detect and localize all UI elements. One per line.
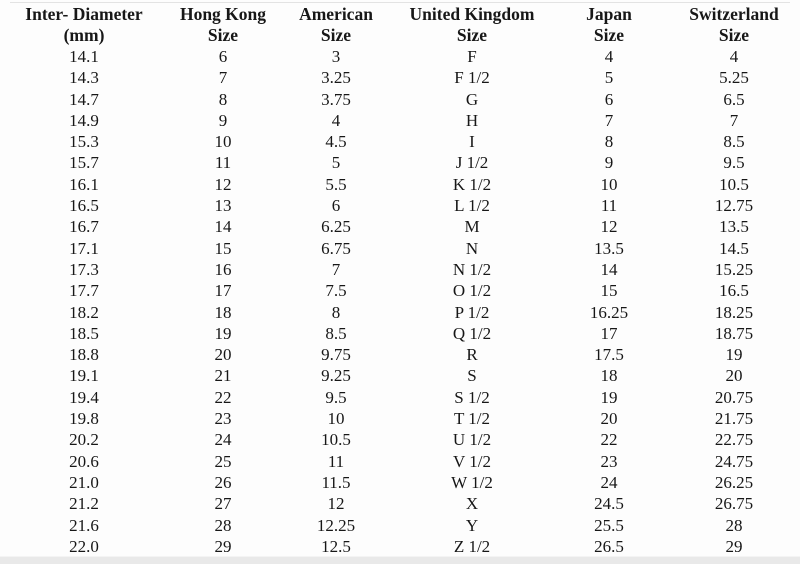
cell-japan: 23 <box>600 451 618 471</box>
cell-united-kingdom: K 1/2 <box>452 174 492 194</box>
table-row <box>0 365 800 386</box>
cell-switzerland: 8.5 <box>723 132 745 152</box>
col-header-japan <box>550 4 668 46</box>
cell-hong-kong: 8 <box>218 89 228 109</box>
cell-hong-kong: 11 <box>214 153 232 173</box>
cell-united-kingdom: F 1/2 <box>454 68 490 88</box>
cell-switzerland: 19 <box>725 345 743 365</box>
cell-american: 3 <box>331 47 341 66</box>
table-row <box>0 280 800 301</box>
table-row <box>0 536 800 557</box>
cell-diameter-mm: 17.1 <box>69 238 99 258</box>
cell-switzerland: 15.25 <box>714 259 754 279</box>
cell-united-kingdom: S 1/2 <box>454 387 490 407</box>
cell-hong-kong: 10 <box>214 132 232 152</box>
cell-diameter-mm: 21.0 <box>69 472 99 492</box>
cell-american: 12.5 <box>321 536 351 556</box>
col-header-line1: American <box>299 4 373 24</box>
cell-switzerland: 16.5 <box>719 281 749 301</box>
cell-japan: 25.5 <box>594 515 624 535</box>
cell-switzerland: 7 <box>729 110 739 130</box>
cell-switzerland: 20.75 <box>714 387 754 407</box>
cell-american: 3.75 <box>321 89 351 109</box>
cell-diameter-mm: 18.2 <box>69 302 99 322</box>
cell-switzerland: 6.5 <box>723 89 745 109</box>
header-row <box>0 4 800 46</box>
cell-switzerland: 12.75 <box>714 196 754 216</box>
cell-diameter-mm: 16.7 <box>69 217 99 237</box>
cell-united-kingdom: T 1/2 <box>453 409 491 429</box>
table-row <box>0 429 800 450</box>
cell-hong-kong: 19 <box>214 323 232 343</box>
cell-hong-kong: 7 <box>218 68 228 88</box>
cell-diameter-mm: 17.3 <box>69 259 99 279</box>
cell-american: 9.5 <box>325 387 347 407</box>
table-row <box>0 152 800 173</box>
cell-hong-kong: 17 <box>214 281 232 301</box>
cell-american: 4.5 <box>325 132 347 152</box>
cell-japan: 6 <box>604 89 614 109</box>
cell-hong-kong: 6 <box>218 47 228 66</box>
cell-japan: 15 <box>600 281 618 301</box>
cell-united-kingdom: I <box>469 132 475 152</box>
cell-united-kingdom: P 1/2 <box>454 302 490 322</box>
cell-hong-kong: 22 <box>214 387 232 407</box>
cell-switzerland: 18.25 <box>714 302 754 322</box>
cell-japan: 26.5 <box>594 536 624 556</box>
cell-united-kingdom: F <box>467 47 477 66</box>
col-header-line2: Size <box>593 25 625 45</box>
cell-hong-kong: 28 <box>214 515 232 535</box>
cell-united-kingdom: G <box>465 89 479 109</box>
cell-hong-kong: 29 <box>214 536 232 556</box>
ring-size-table <box>0 4 800 557</box>
cell-switzerland: 10.5 <box>719 174 749 194</box>
cell-switzerland: 22.75 <box>714 430 754 450</box>
table-body <box>0 46 800 557</box>
cell-united-kingdom: X <box>465 494 479 514</box>
col-header-line2: Size <box>718 25 750 45</box>
cell-japan: 5 <box>604 68 614 88</box>
cell-united-kingdom: Q 1/2 <box>452 323 492 343</box>
table-row <box>0 110 800 131</box>
cell-american: 4 <box>331 110 341 130</box>
table-row <box>0 408 800 429</box>
cell-american: 6.75 <box>321 238 351 258</box>
cell-united-kingdom: J 1/2 <box>455 153 489 173</box>
cell-switzerland: 24.75 <box>714 451 754 471</box>
cell-diameter-mm: 15.7 <box>69 153 99 173</box>
col-header-line1: Inter- Diameter <box>25 4 143 24</box>
table-row <box>0 46 800 67</box>
cell-japan: 22 <box>600 430 618 450</box>
cell-diameter-mm: 22.0 <box>69 536 99 556</box>
cell-hong-kong: 27 <box>214 494 232 514</box>
cell-switzerland: 9.5 <box>723 153 745 173</box>
cell-american: 8 <box>331 302 341 322</box>
cell-hong-kong: 16 <box>214 259 232 279</box>
cell-american: 11.5 <box>321 472 351 492</box>
cell-hong-kong: 23 <box>214 409 232 429</box>
cell-united-kingdom: O 1/2 <box>452 281 492 301</box>
cell-diameter-mm: 21.2 <box>69 494 99 514</box>
col-header-line2: Size <box>320 25 352 45</box>
cell-switzerland: 4 <box>729 47 739 66</box>
cell-american: 6.25 <box>321 217 351 237</box>
table-row <box>0 174 800 195</box>
col-header-line1: United Kingdom <box>409 4 535 24</box>
cell-hong-kong: 12 <box>214 174 232 194</box>
cell-diameter-mm: 17.7 <box>69 281 99 301</box>
cell-diameter-mm: 16.5 <box>69 196 99 216</box>
cell-switzerland: 14.5 <box>719 238 749 258</box>
cell-switzerland: 29 <box>725 536 743 556</box>
cell-diameter-mm: 19.4 <box>69 387 99 407</box>
cell-diameter-mm: 16.1 <box>69 174 99 194</box>
cell-united-kingdom: M <box>464 217 480 237</box>
cell-american: 9.25 <box>321 366 351 386</box>
top-crop-line <box>10 2 790 3</box>
table-row <box>0 387 800 408</box>
cell-japan: 4 <box>604 47 614 66</box>
cell-diameter-mm: 18.5 <box>69 323 99 343</box>
cell-japan: 13.5 <box>594 238 624 258</box>
table-row <box>0 67 800 88</box>
table-row <box>0 131 800 152</box>
cell-diameter-mm: 18.8 <box>69 345 99 365</box>
cell-switzerland: 28 <box>725 515 743 535</box>
cell-japan: 10 <box>600 174 618 194</box>
col-header-switzerland <box>668 4 800 46</box>
cell-diameter-mm: 14.1 <box>69 47 99 66</box>
cell-japan: 18 <box>600 366 618 386</box>
cell-japan: 9 <box>604 153 614 173</box>
cell-diameter-mm: 20.2 <box>69 430 99 450</box>
cell-diameter-mm: 19.1 <box>69 366 99 386</box>
cell-japan: 24.5 <box>594 494 624 514</box>
cell-japan: 11 <box>600 196 618 216</box>
cell-american: 7 <box>331 259 341 279</box>
cell-american: 3.25 <box>321 68 351 88</box>
table-row <box>0 344 800 365</box>
cell-japan: 19 <box>600 387 618 407</box>
cell-japan: 16.25 <box>589 302 629 322</box>
cell-hong-kong: 24 <box>214 430 232 450</box>
col-header-line2: Size <box>207 25 239 45</box>
cell-japan: 7 <box>604 110 614 130</box>
col-header-american <box>278 4 394 46</box>
bottom-crop-band <box>0 556 800 564</box>
cell-american: 9.75 <box>321 345 351 365</box>
cell-american: 12 <box>327 494 345 514</box>
cell-japan: 24 <box>600 472 618 492</box>
cell-united-kingdom: H <box>465 110 479 130</box>
cell-diameter-mm: 21.6 <box>69 515 99 535</box>
cell-american: 6 <box>331 196 341 216</box>
cell-american: 12.25 <box>316 515 356 535</box>
cell-diameter-mm: 15.3 <box>69 132 99 152</box>
table-row <box>0 472 800 493</box>
col-header-united-kingdom <box>394 4 550 46</box>
table-row <box>0 515 800 536</box>
cell-united-kingdom: N 1/2 <box>452 259 492 279</box>
col-header-line2: Size <box>456 25 488 45</box>
cell-united-kingdom: V 1/2 <box>453 451 491 471</box>
cell-united-kingdom: N <box>465 238 479 258</box>
cell-switzerland: 26.25 <box>714 472 754 492</box>
cell-japan: 8 <box>604 132 614 152</box>
table-row <box>0 238 800 259</box>
cell-united-kingdom: R <box>466 345 478 365</box>
cell-switzerland: 21.75 <box>714 409 754 429</box>
cell-united-kingdom: Z 1/2 <box>453 536 491 556</box>
table-row <box>0 195 800 216</box>
cell-united-kingdom: U 1/2 <box>452 430 492 450</box>
col-header-hong-kong <box>168 4 278 46</box>
cell-japan: 20 <box>600 409 618 429</box>
cell-hong-kong: 26 <box>214 472 232 492</box>
cell-american: 11 <box>327 451 345 471</box>
cell-switzerland: 20 <box>725 366 743 386</box>
cell-united-kingdom: W 1/2 <box>451 472 493 492</box>
table-row <box>0 451 800 472</box>
col-header-line1: Japan <box>586 4 632 24</box>
cell-hong-kong: 25 <box>214 451 232 471</box>
cell-united-kingdom: Y <box>465 515 479 535</box>
col-header-line1: Switzerland <box>689 4 779 24</box>
cell-japan: 17.5 <box>594 345 624 365</box>
cell-american: 10.5 <box>321 430 351 450</box>
cell-diameter-mm: 20.6 <box>69 451 99 471</box>
cell-japan: 12 <box>600 217 618 237</box>
cell-united-kingdom: L 1/2 <box>454 196 490 216</box>
cell-diameter-mm: 14.9 <box>69 110 99 130</box>
cell-japan: 17 <box>600 323 618 343</box>
cell-diameter-mm: 14.7 <box>69 89 99 109</box>
table-row <box>0 89 800 110</box>
cell-american: 5.5 <box>325 174 347 194</box>
cell-hong-kong: 9 <box>218 110 228 130</box>
table-row <box>0 302 800 323</box>
cell-american: 5 <box>331 153 341 173</box>
table-row <box>0 259 800 280</box>
table-row <box>0 216 800 237</box>
cell-american: 8.5 <box>325 323 347 343</box>
col-header-line2: (mm) <box>63 25 105 45</box>
cell-switzerland: 13.5 <box>719 217 749 237</box>
cell-american: 10 <box>327 409 345 429</box>
cell-hong-kong: 15 <box>214 238 232 258</box>
cell-switzerland: 26.75 <box>714 494 754 514</box>
cell-diameter-mm: 19.8 <box>69 409 99 429</box>
cell-hong-kong: 18 <box>214 302 232 322</box>
cell-hong-kong: 21 <box>214 366 232 386</box>
cell-japan: 14 <box>600 259 618 279</box>
cell-hong-kong: 13 <box>214 196 232 216</box>
table-header <box>0 4 800 46</box>
cell-switzerland: 5.25 <box>719 68 749 88</box>
col-header-line1: Hong Kong <box>179 4 267 24</box>
cell-hong-kong: 14 <box>214 217 232 237</box>
cell-diameter-mm: 14.3 <box>69 68 99 88</box>
cell-american: 7.5 <box>325 281 347 301</box>
cell-hong-kong: 20 <box>214 345 232 365</box>
table-row <box>0 323 800 344</box>
table-row <box>0 493 800 514</box>
cell-switzerland: 18.75 <box>714 323 754 343</box>
col-header-diameter-mm <box>0 4 168 46</box>
cell-united-kingdom: S <box>467 366 477 386</box>
